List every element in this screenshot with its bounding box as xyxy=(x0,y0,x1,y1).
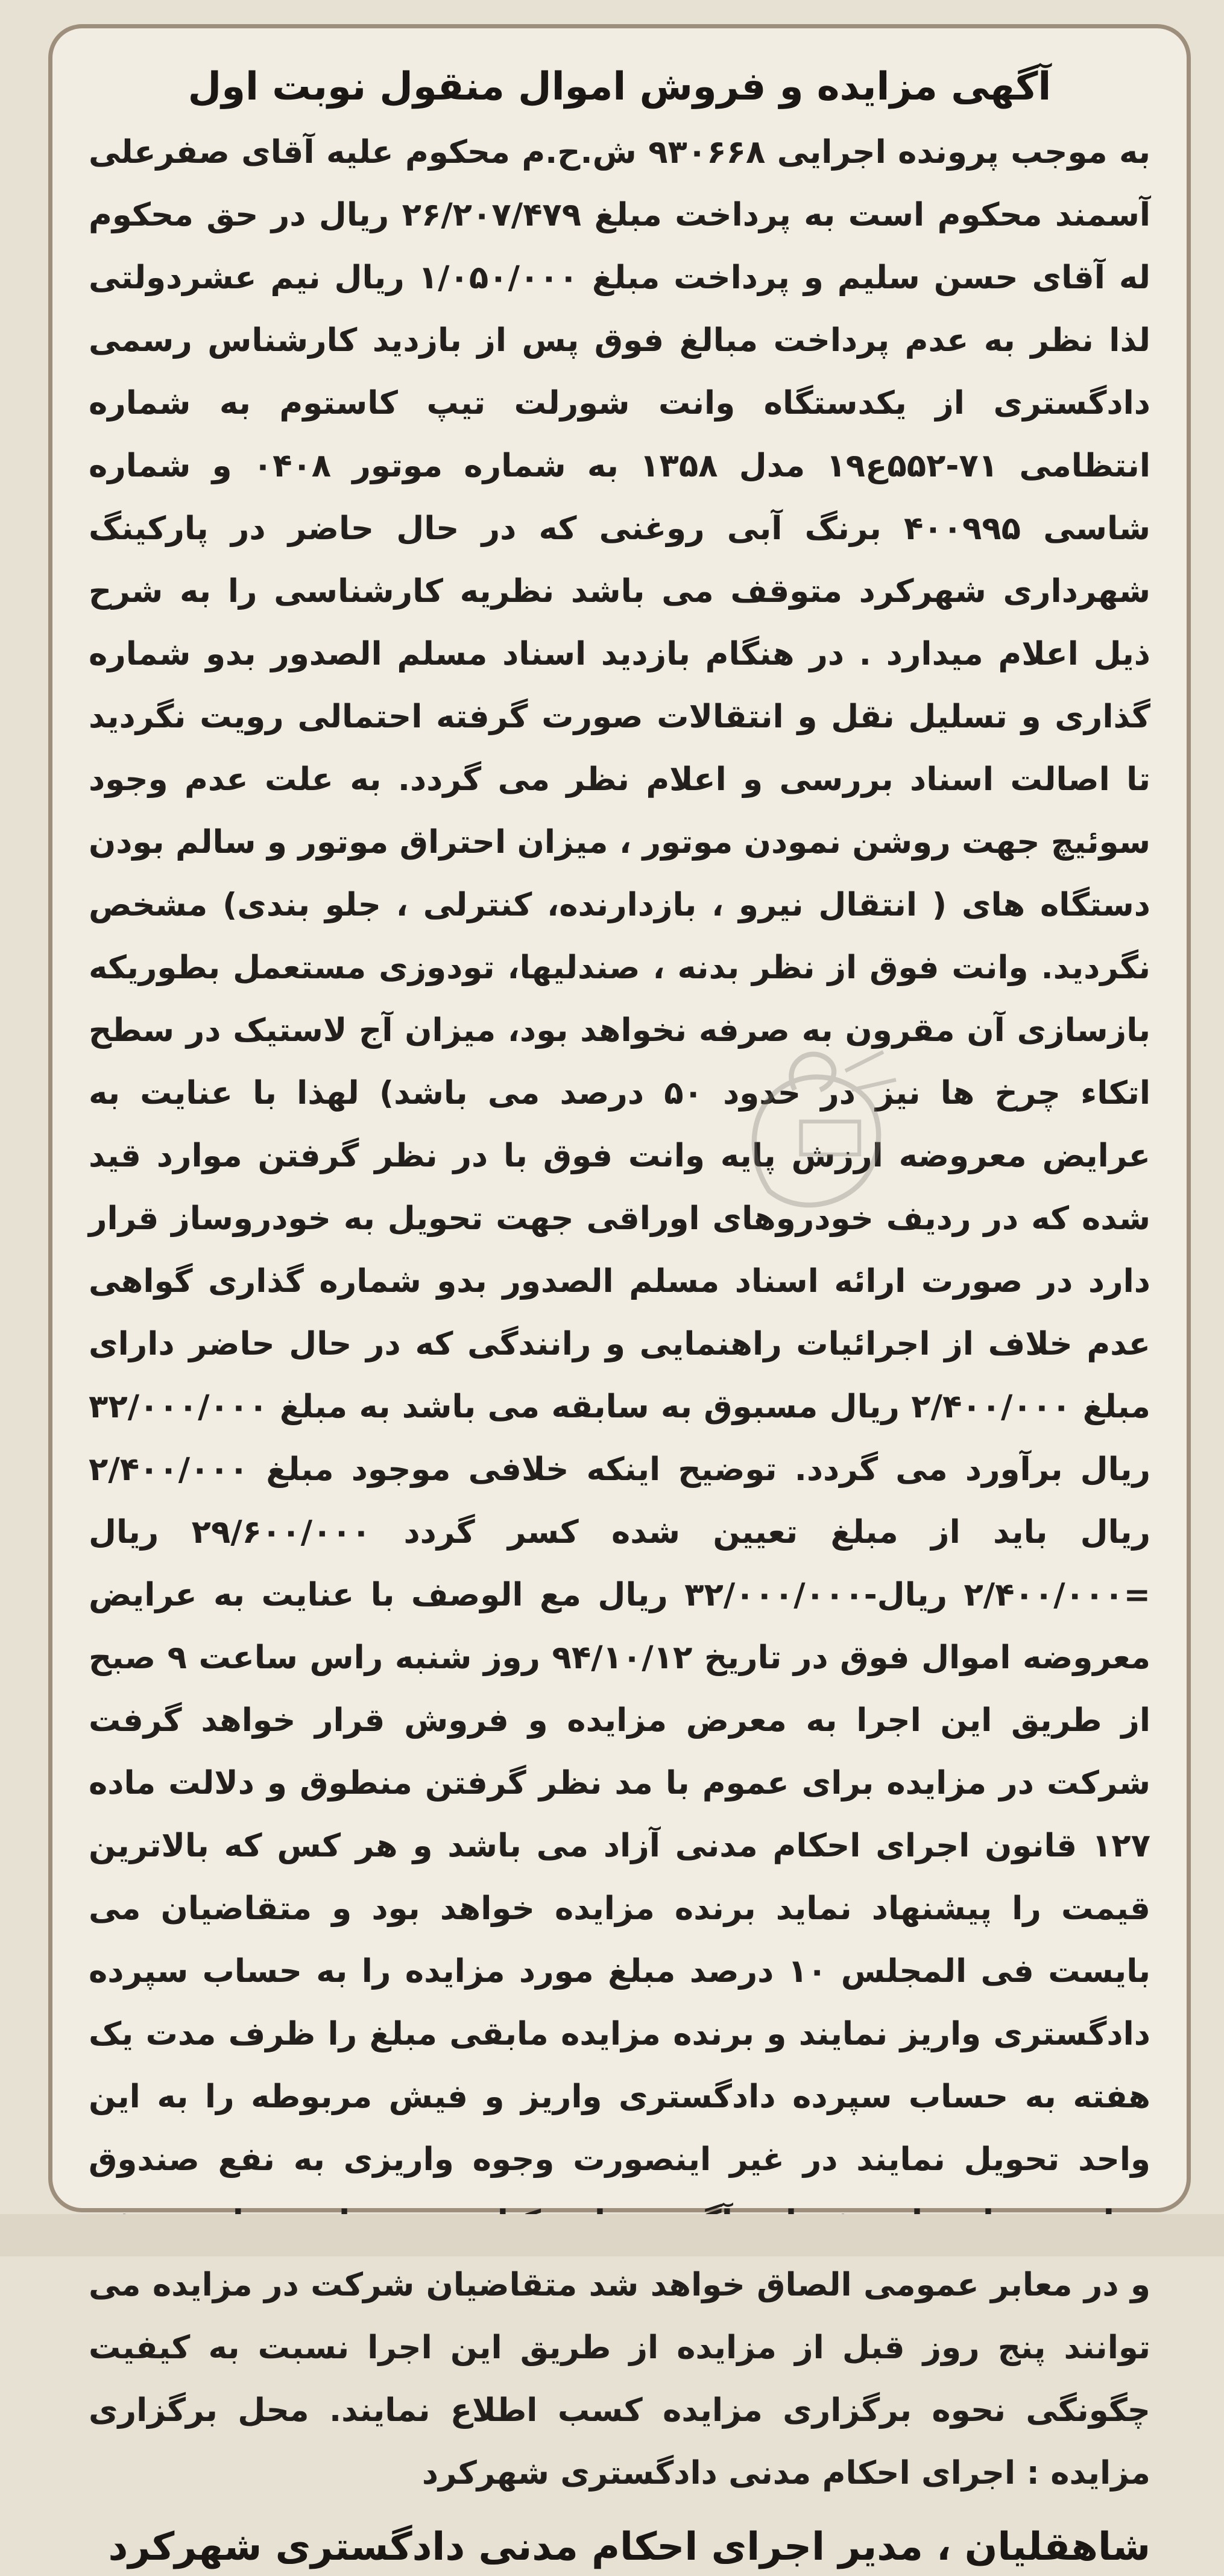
bottom-strip xyxy=(0,2214,1224,2256)
notice-body xyxy=(89,121,1150,2505)
notice-card xyxy=(48,24,1191,2569)
notice-title: آگهی مزایده و فروش اموال منقول نوبت اول xyxy=(188,65,1052,109)
notice-paragraph: به موجب پرونده اجرایی ۹۳۰۶۶۸ ش.ح.م محکوم علیه آقای صفرعلی آسمند محکوم است به پرداخت مبلغ ۲۶/۲۰۷/۴۷۹ ریال در حق محکوم له آقای حسن سلیم و پرداخت مبلغ ۱/۰۵۰/۰۰۰ ریال نیم عشردولتی لذا نظر به عدم پرداخت مبالغ فوق پس از بازدید کارشناس رسمی دادگستری از یکدستگاه وانت شورلت تیپ کاستوم به شماره انتظامی ۷۱-۵۵۲ع۱۹ مدل ۱۳۵۸ به شماره موتور ۰۴۰۸ و شماره شاسی ۴۰۰۹۹۵ برنگ آبی روغنی که در حال حاضر در پارکینگ شهرداری شهرکرد متوقف می باشد نظریه کارشناسی را به شرح ذیل اعلام میدارد . در هنگام بازدید اسناد مسلم الصدور بدو شماره گذاری و تسلیل نقل و انتقالات صورت گرفته احتمالی رویت نگردید تا اصالت اسناد بررسی و اعلام نظر می گردد. به علت عدم وجود سوئیچ جهت روشن نمودن موتور ، میزان احتراق موتور و سالم بودن دستگاه های ( انتقال نیرو ، بازدارنده، کنترلی ، جلو بندی) مشخص نگردید. وانت فوق از نظر بدنه ، صندلیها، تودوزی مستعمل بطوریکه بازسازی آن مقرون به صرفه نخواهد بود، میزان آج لاستیک در سطح اتکاء چرخ ها نیز در حدود ۵۰ درصد می باشد) لهذا با عنایت به عرایض معروضه ارزش پایه وانت فوق با در نظر گرفتن موارد قید شده که در ردیف خودروهای اوراقی جهت تحویل به خودروساز قرار دارد در صورت ارائه اسناد مسلم الصدور بدو شماره گذاری گواهی عدم خلاف از اجرائیات راهنمایی و رانندگی که در حال حاضر دارای مبلغ ۲/۴۰۰/۰۰۰ ریال مسبوق به سابقه می باشد به مبلغ ۳۲/۰۰۰/۰۰۰ ریال برآورد می گردد. توضیح اینکه خلافی موجود مبلغ ۲/۴۰۰/۰۰۰ ریال باید از مبلغ تعیین شده کسر گردد ۲۹/۶۰۰/۰۰۰ ریال =۲/۴۰۰/۰۰۰ ریال-۳۲/۰۰۰/۰۰۰ ریال مع الوصف با عنایت به عرایض معروضه اموال فوق در تاریخ ۹۴/۱۰/۱۲ روز شنبه راس ساعت ۹ صبح از طریق این اجرا به معرض مزایده و فروش قرار خواهد گرفت شرکت در مزایده برای عموم با مد نظر گرفتن منطوق و دلالت ماده ۱۲۷ قانون اجرای احکام مدنی آزاد می باشد و هر کس که بالاترین قیمت را پیشنهاد نماید برنده مزایده خواهد بود و متقاضیان می بایست فی المجلس ۱۰ درصد مبلغ مورد مزایده را به حساب سپرده دادگستری واریز نمایند و برنده مزایده مابقی مبلغ را ظرف مدت یک هفته به حساب سپرده دادگستری واریز و فیش مربوطه را به این واحد تحویل نمایند در غیر اینصورت وجوه واریزی به نفع صندوق و در معابر عمومی الصاق خواهد شد متقاضیان شرکت در مزایده می توانند پنج روز قبل از مزایده از طریق این اجرا نسبت به کیفیت چگونگی نحوه برگزاری مزایده کسب اطلاع نمایند. محل برگزاری مزایده : اجرای احکام مدنی دادگستری شهرکرد xyxy=(89,134,1151,2492)
notice-signature: شاهقلیان ، مدیر اجرای احکام مدنی دادگستری شهرکرد xyxy=(108,2525,1150,2569)
